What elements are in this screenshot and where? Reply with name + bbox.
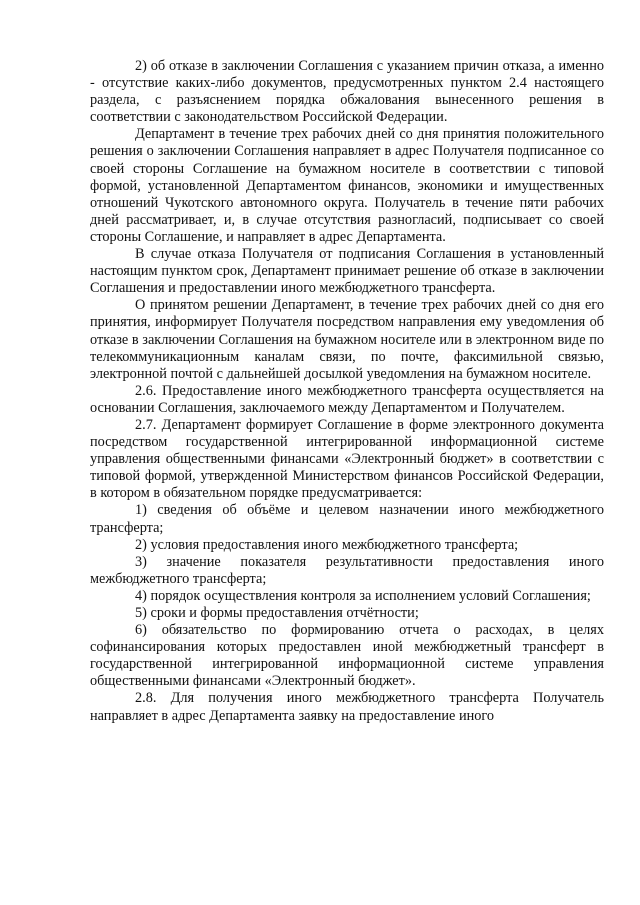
paragraph-refusal-reason: 2) об отказе в заключении Соглашения с указанием причин отказа, а именно - отсутствие каких-либо документов, предусмотренных пунктом 2.4 настоящего раздела, с разъяснением порядка обжалования вынесенного решения в соответствии с законодательством Российской Федерации. — [90, 58, 604, 126]
paragraph-2-7: 2.7. Департамент формирует Соглашение в форме электронного документа посредством государственной интегрированной информационной системе управления общественными финансами «Электронный бюджет» в соответствии с типовой формой, утвержденной Министерством финансов Российской Федерации, в котором в обязательном порядке предусматривается: — [90, 416, 604, 502]
list-item-4: 4) порядок осуществления контроля за исполнением условий Соглашения; — [135, 587, 591, 604]
paragraph-refusal-to-sign: В случае отказа Получателя от подписания Соглашения в установленный настоящим пунктом срок, Департамент принимает решение об отказе в заключении Соглашения и предоставлении иного межбюджетного трансферта. — [90, 246, 604, 297]
list-item-2: 2) условия предоставления иного межбюджетного трансферта; — [135, 536, 519, 553]
paragraph-2-8: 2.8. Для получения иного межбюджетного трансферта Получатель направляет в адрес Департамента заявку на предоставление иного — [90, 690, 604, 724]
paragraph-2-6: 2.6. Предоставление иного межбюджетного трансферта осуществляется на основании Соглашения, заключаемого между Департаментом и Получателем. — [90, 382, 604, 416]
paragraph-positive-decision: Департамент в течение трех рабочих дней со дня принятия положительного решения о заключении Соглашения направляет в адрес Получателя подписанное со своей стороны Соглашение на бумажном носителе в соответствии с типовой формой, установленной Департаментом финансов, экономики и имущественных отношений Чукотского автономного округа. Получатель в течение пяти рабочих дней рассматривает, и, в случае отсутствия разногласий, подписывает со своей стороны Соглашение, и направляет в адрес Департамента. — [90, 126, 604, 245]
paragraph-notification: О принятом решении Департамент, в течение трех рабочих дней со дня его принятия, информирует Получателя посредством направления ему уведомления об отказе в заключении Соглашения на бумажном носителе или в электронном виде по телекоммуникационным каналам связи, по почте, факсимильной связью, электронной почтой с дальнейшей досылкой уведомления на бумажном носителе. — [90, 297, 604, 382]
document-page — [90, 58, 604, 725]
list-item-1: 1) сведения об объёме и целевом назначении иного межбюджетного трансферта; — [90, 502, 604, 536]
list-item-3: 3) значение показателя результативности предоставления иного межбюджетного трансферта; — [90, 553, 604, 587]
list-item-6: 6) обязательство по формированию отчета о расходах, в целях софинансирования которых предоставлен иной межбюджетный трансферт в государственной интегрированной информационной системе управления общественными финансами «Электронный бюджет». — [90, 622, 604, 690]
list-item-5: 5) сроки и формы предоставления отчётности; — [135, 605, 419, 621]
